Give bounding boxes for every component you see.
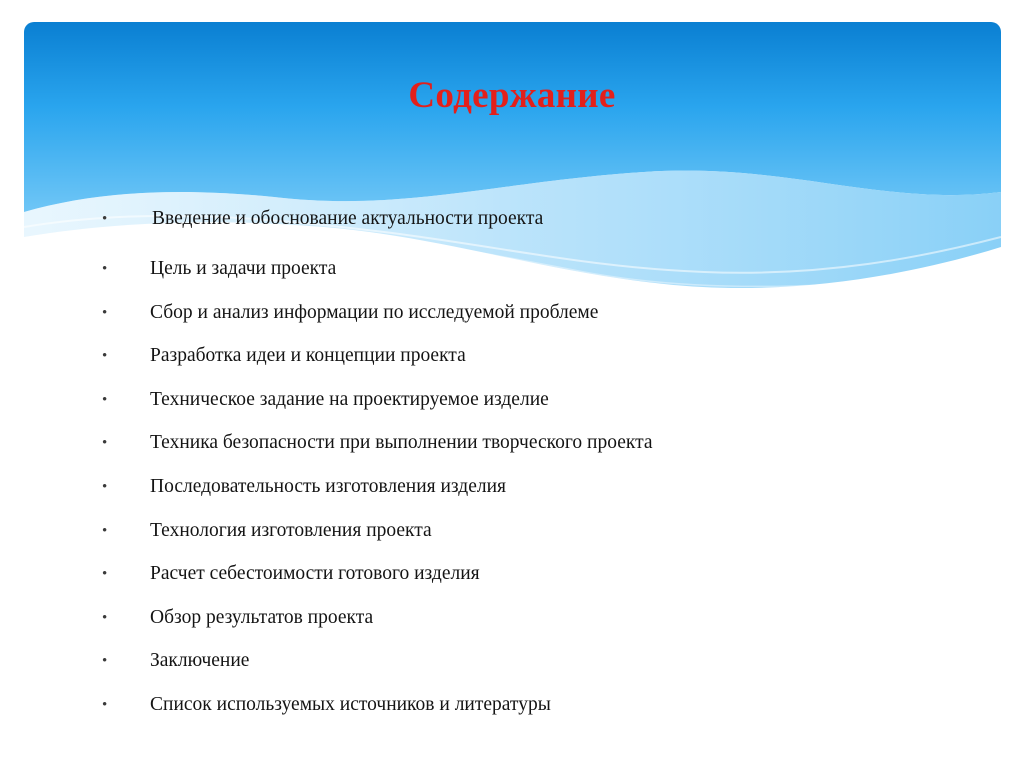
- bullet-icon: •: [102, 696, 108, 713]
- list-item-text: Техника безопасности при выполнении творческого проекта: [150, 432, 653, 454]
- bullet-icon: •: [102, 261, 108, 277]
- list-item-text: Обзор результатов проекта: [150, 606, 374, 628]
- list-item-text: Технология изготовления проекта: [150, 519, 432, 541]
- list-item-text: Разработка идеи и концепции проекта: [150, 345, 466, 367]
- bullet-icon: •: [102, 211, 108, 227]
- bullet-icon: •: [102, 304, 108, 321]
- bullet-icon: •: [102, 435, 108, 452]
- list-item-text: Список используемых источников и литературы: [150, 693, 551, 715]
- bullet-icon: •: [102, 478, 108, 495]
- bullet-icon: •: [102, 522, 108, 539]
- bullet-icon: •: [102, 391, 108, 408]
- slide-title: Содержание: [408, 75, 616, 116]
- sky-shape: [24, 22, 1001, 212]
- bullet-icon: •: [102, 566, 108, 583]
- list-item-text: Последовательность изготовления изделия: [150, 475, 506, 497]
- list-item-text: Цель и задачи проекта: [150, 258, 337, 279]
- list-item-text: Сбор и анализ информации по исследуемой проблеме: [150, 301, 599, 323]
- list-item-text: Расчет себестоимости готового изделия: [150, 563, 480, 585]
- bullet-icon: •: [102, 653, 108, 670]
- list-item-text: Техническое задание на проектируемое изделие: [150, 388, 549, 410]
- bullet-icon: •: [102, 609, 108, 626]
- list-item-text: Введение и обоснование актуальности проекта: [152, 208, 544, 229]
- list-item-text: Заключение: [150, 650, 250, 672]
- bullet-icon: •: [102, 348, 108, 365]
